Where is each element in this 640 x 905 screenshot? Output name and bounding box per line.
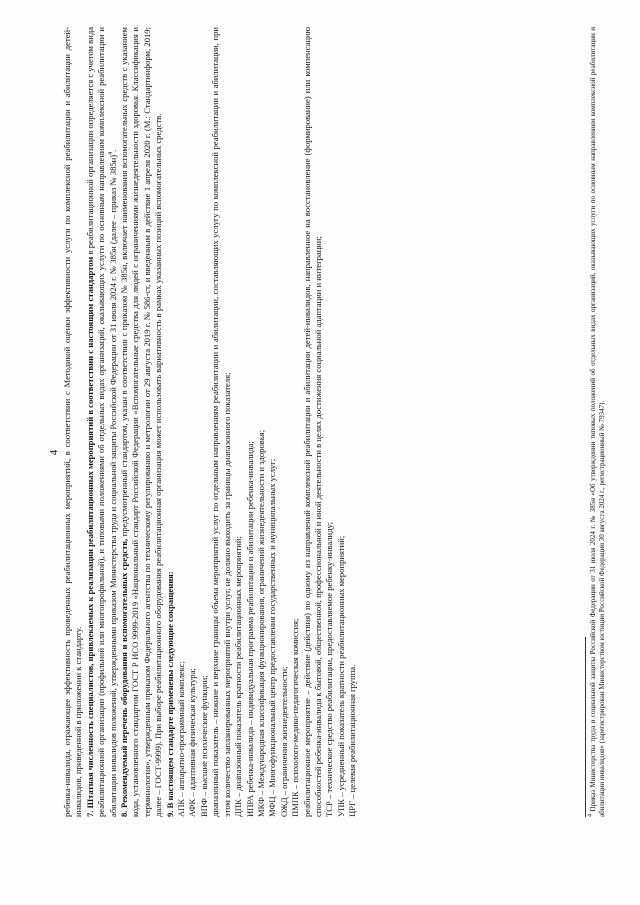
abbreviation-item: ТСР – техническое средство реабилитации, предоставляемое ребенку-инвалиду; <box>324 521 335 817</box>
abbreviation-item: УПК – усредненный показатель кратности реабилитационных мероприятий; <box>335 535 346 817</box>
body-text <box>62 27 359 817</box>
abbreviation-item: МФЦ – Многофункциональный центр предоставления государственных и муниципальных услуг; <box>267 458 278 817</box>
footnote <box>589 27 607 817</box>
paragraph-8-number: 8. <box>119 810 130 817</box>
abbreviation-item: ИПРА ребенка-инвалида – индивидуальная программа реабилитации и абилитации ребенка-инвалида; <box>244 441 255 817</box>
footnote-divider <box>585 637 586 817</box>
paragraph-7-text: в реабилитационной организации определяется с учетом вида реабилитационной организации (профильной или многопрофильной), и типовыми положениями об отдельных видах организаций, оказывающих услуги по основным направлениям комплексной реабилитации и абилитации инвалидов положений, утвержденными приказом Министерства труда и социальной защиты Российской Федерации от 31 июля 2024 г. № 385н (далее – приказ № 385н) <box>84 26 118 817</box>
abbreviation-item: ОЖД – ограничения жизнедеятельности; <box>278 666 289 817</box>
abbreviation-item: ДПК – диапазонный показатель кратности реабилитационных мероприятий; <box>233 536 244 817</box>
paragraph-7-number: 7. <box>84 810 95 817</box>
paragraph-9-number: 9. <box>164 810 175 817</box>
abbreviation-item: реабилитационное мероприятие – действие (действия) по одному из направлений комплексной реабилитации и абилитации детей-инвалидов, направленное на восстановление (формирование) или компенсацию способностей ребенка-инвалида к бытовой, общественной, профессиональной и иной деятельности в целях достижения социальной адаптации и интеграции; <box>301 27 323 817</box>
footnote-text: Приказ Министерства труда и социальной защиты Российской Федерации от 31 июля 2024 г. № 385н «Об утверждении типовых положений об отдельных видах организаций, оказывающих услуги по основным направлениям комплексной реабилитации и абилитации инвалидов» (зарегистрирован Министерством юстиции Российской Федерации 30 августа 2024 г., регистрационный № 79347). <box>589 27 606 817</box>
paragraph-7-end: . <box>107 149 118 152</box>
abbreviation-item: АПК – аппаратно-программный комплекс; <box>176 661 187 817</box>
paragraph-9-heading: В настоящем стандарте применены следующие сокращения: <box>164 571 175 809</box>
abbreviation-item: ПМПК – психолого-медико-педагогическая комиссия; <box>290 618 301 817</box>
footnote-ref: 4 <box>107 151 114 155</box>
abbreviation-item: диапазонный показатель – нижние и верхние границы объема мероприятий услуг по отдельным направлениям реабилитации и абилитации, составляющих услугу по комплексной реабилитации и абилитации, при этом количество запланированных мероприятий внутри услуг, не должно выходить за границы диапазонного показателя; <box>210 27 232 817</box>
paragraph-8 <box>119 27 165 817</box>
abbreviation-item: ВПФ – высшие психические функции; <box>198 675 209 817</box>
paragraph-7 <box>85 27 119 817</box>
paragraph-intro-text: ребенка-инвалида, отражающее эффективность проведенных реабилитационных мероприятий, в соответствии с Методикой оценки эффективности услуги по комплексной реабилитации и абилитации детей-инвалидов, приведенной в приложении к стандарту. <box>62 27 84 817</box>
footnote-mark: 4 <box>587 814 594 817</box>
paragraph-9 <box>165 27 176 817</box>
paragraph-8-text: предусмотренный стандартом, указан в соответствии с приказом № 385н, включает наименования вспомогательных средств с указанием кода, установленного стандартом ГОСТ Р ИСО 9999-2019 «Национальный стандарт Российской Федерации «Вспомогательные средства для людей с ограничениями жизнедеятельности здоровья. Классификация и терминология», утвержденным приказом Федерального агентства по техническому регулированию и метрологии от 29 августа 2019 г. № 586-ст, и введенным в действие 1 апреля 2020 г. (М.: Стандартинформ, 2019; далее – ГОСТ-9999). При выборе реабилитационного оборудования реабилитационная организация может использовать вариативность в рамках указанных позиций вспомогательных средств. <box>119 27 164 817</box>
paragraph-8-heading: Рекомендуемый перечень оборудования и вспомогательных средств, <box>119 538 130 808</box>
page-number: 4 <box>48 449 60 456</box>
paragraph-intro <box>62 27 85 817</box>
abbreviation-item: ЦРГ – целевая реабилитационная группа. <box>347 664 358 817</box>
abbreviation-item: АФК – адаптивная физическая культура; <box>187 668 198 817</box>
paragraph-7-heading: Штатная численность специалистов, привлекаемых к реализации реабилитационных мероприятий в соответствии с настоящим стандартом <box>84 256 95 809</box>
abbreviation-item: МКФ – Международная классификация функционирования, ограничений жизнедеятельности и здоровья; <box>255 429 266 817</box>
